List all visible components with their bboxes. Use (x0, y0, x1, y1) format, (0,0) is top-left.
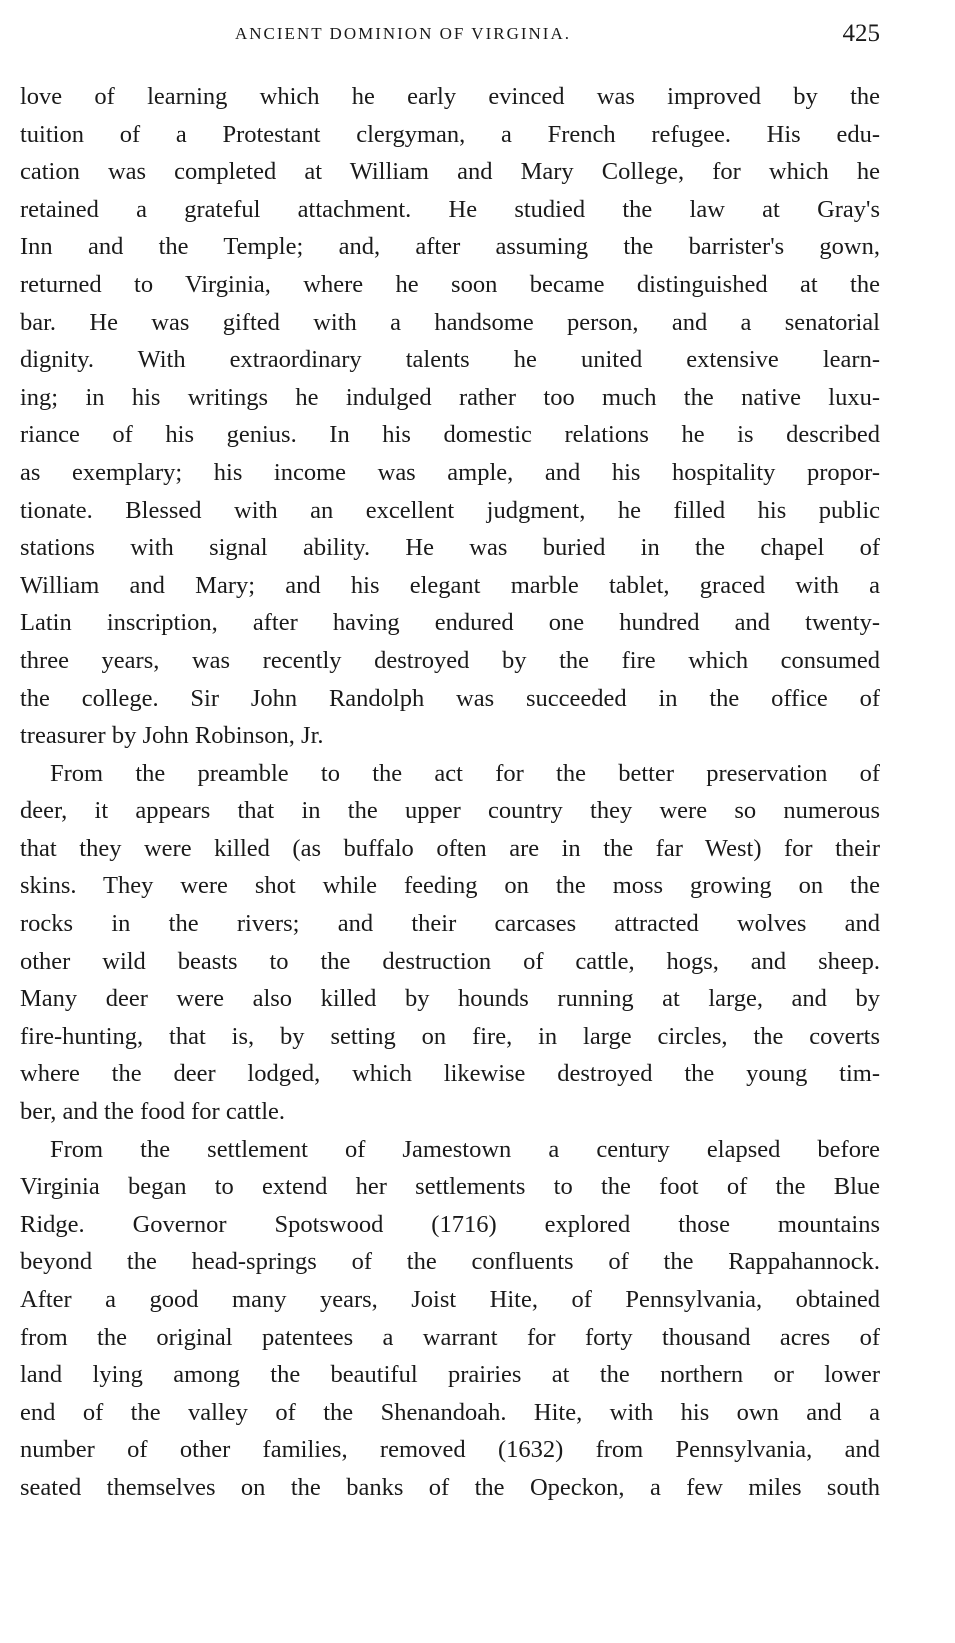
text-line: number of other families, removed (1632) from Pennsylvania, and (20, 1436, 880, 1464)
text-line: ing; in his writings he indulged rather too much the native luxu- (20, 383, 880, 411)
text-line: seated themselves on the banks of the Opeckon, a few miles south (20, 1473, 880, 1501)
text-line: land lying among the beautiful prairies at the northern or lower (20, 1361, 880, 1389)
text-line: end of the valley of the Shenandoah. Hite, with his own and a (20, 1398, 880, 1426)
text-line: beyond the head-springs of the confluents of the Rappahannock. (20, 1248, 880, 1276)
text-line: William and Mary; and his elegant marble tablet, graced with a (20, 571, 880, 599)
body-text (20, 78, 880, 1507)
paragraph-1 (20, 78, 880, 755)
text-line: from the original patentees a warrant for forty thousand acres of (20, 1323, 880, 1351)
text-line: other wild beasts to the destruction of cattle, hogs, and sheep. (20, 947, 880, 975)
text-line: love of learning which he early evinced was improved by the (20, 83, 880, 110)
text-line: cation was completed at William and Mary College, for which he (20, 158, 880, 186)
text-line: treasurer by John Robinson, Jr. (20, 722, 324, 750)
text-line: fire-hunting, that is, by setting on fire, in large circles, the coverts (20, 1022, 880, 1050)
text-line: From the preamble to the act for the better preservation of (50, 759, 880, 787)
text-line: deer, it appears that in the upper country they were so numerous (20, 797, 880, 825)
page-number: 425 (842, 20, 880, 47)
text-line: stations with signal ability. He was buried in the chapel of (20, 534, 880, 562)
paragraph-2 (20, 755, 880, 1131)
text-line: bar. He was gifted with a handsome person, and a senatorial (20, 308, 880, 336)
running-header (20, 20, 880, 50)
text-line: Inn and the Temple; and, after assuming the barrister's gown, (20, 233, 880, 261)
text-line: Virginia began to extend her settlements to the foot of the Blue (20, 1173, 880, 1201)
text-line: Ridge. Governor Spotswood (1716) explored those mountains (20, 1210, 880, 1238)
text-line: From the settlement of Jamestown a century elapsed before (50, 1135, 880, 1163)
text-line: tuition of a Protestant clergyman, a French refugee. His edu- (20, 120, 880, 148)
text-line: After a good many years, Joist Hite, of Pennsylvania, obtained (20, 1286, 880, 1313)
text-line: Latin inscription, after having endured one hundred and twenty- (20, 609, 880, 637)
text-line: riance of his genius. In his domestic relations he is described (20, 421, 880, 449)
text-line: Many deer were also killed by hounds running at large, and by (20, 985, 880, 1013)
text-line: retained a grateful attachment. He studied the law at Gray's (20, 195, 880, 223)
text-line: that they were killed (as buffalo often are in the far West) for their (20, 834, 880, 862)
text-line: tionate. Blessed with an excellent judgment, he filled his public (20, 496, 880, 524)
text-line: the college. Sir John Randolph was succeeded in the office of (20, 684, 880, 712)
text-line: rocks in the rivers; and their carcases attracted wolves and (20, 910, 880, 938)
text-line: three years, was recently destroyed by the fire which consumed (20, 646, 880, 674)
text-line: dignity. With extraordinary talents he united extensive learn- (20, 346, 880, 374)
running-title: ANCIENT DOMINION OF VIRGINIA. (235, 24, 571, 43)
paragraph-3 (20, 1131, 880, 1507)
text-line: where the deer lodged, which likewise destroyed the young tim- (20, 1060, 880, 1088)
text-line: as exemplary; his income was ample, and his hospitality propor- (20, 458, 880, 486)
text-line: skins. They were shot while feeding on the moss growing on the (20, 872, 880, 900)
text-line: returned to Virginia, where he soon became distinguished at the (20, 270, 880, 298)
text-line: ber, and the food for cattle. (20, 1098, 286, 1126)
